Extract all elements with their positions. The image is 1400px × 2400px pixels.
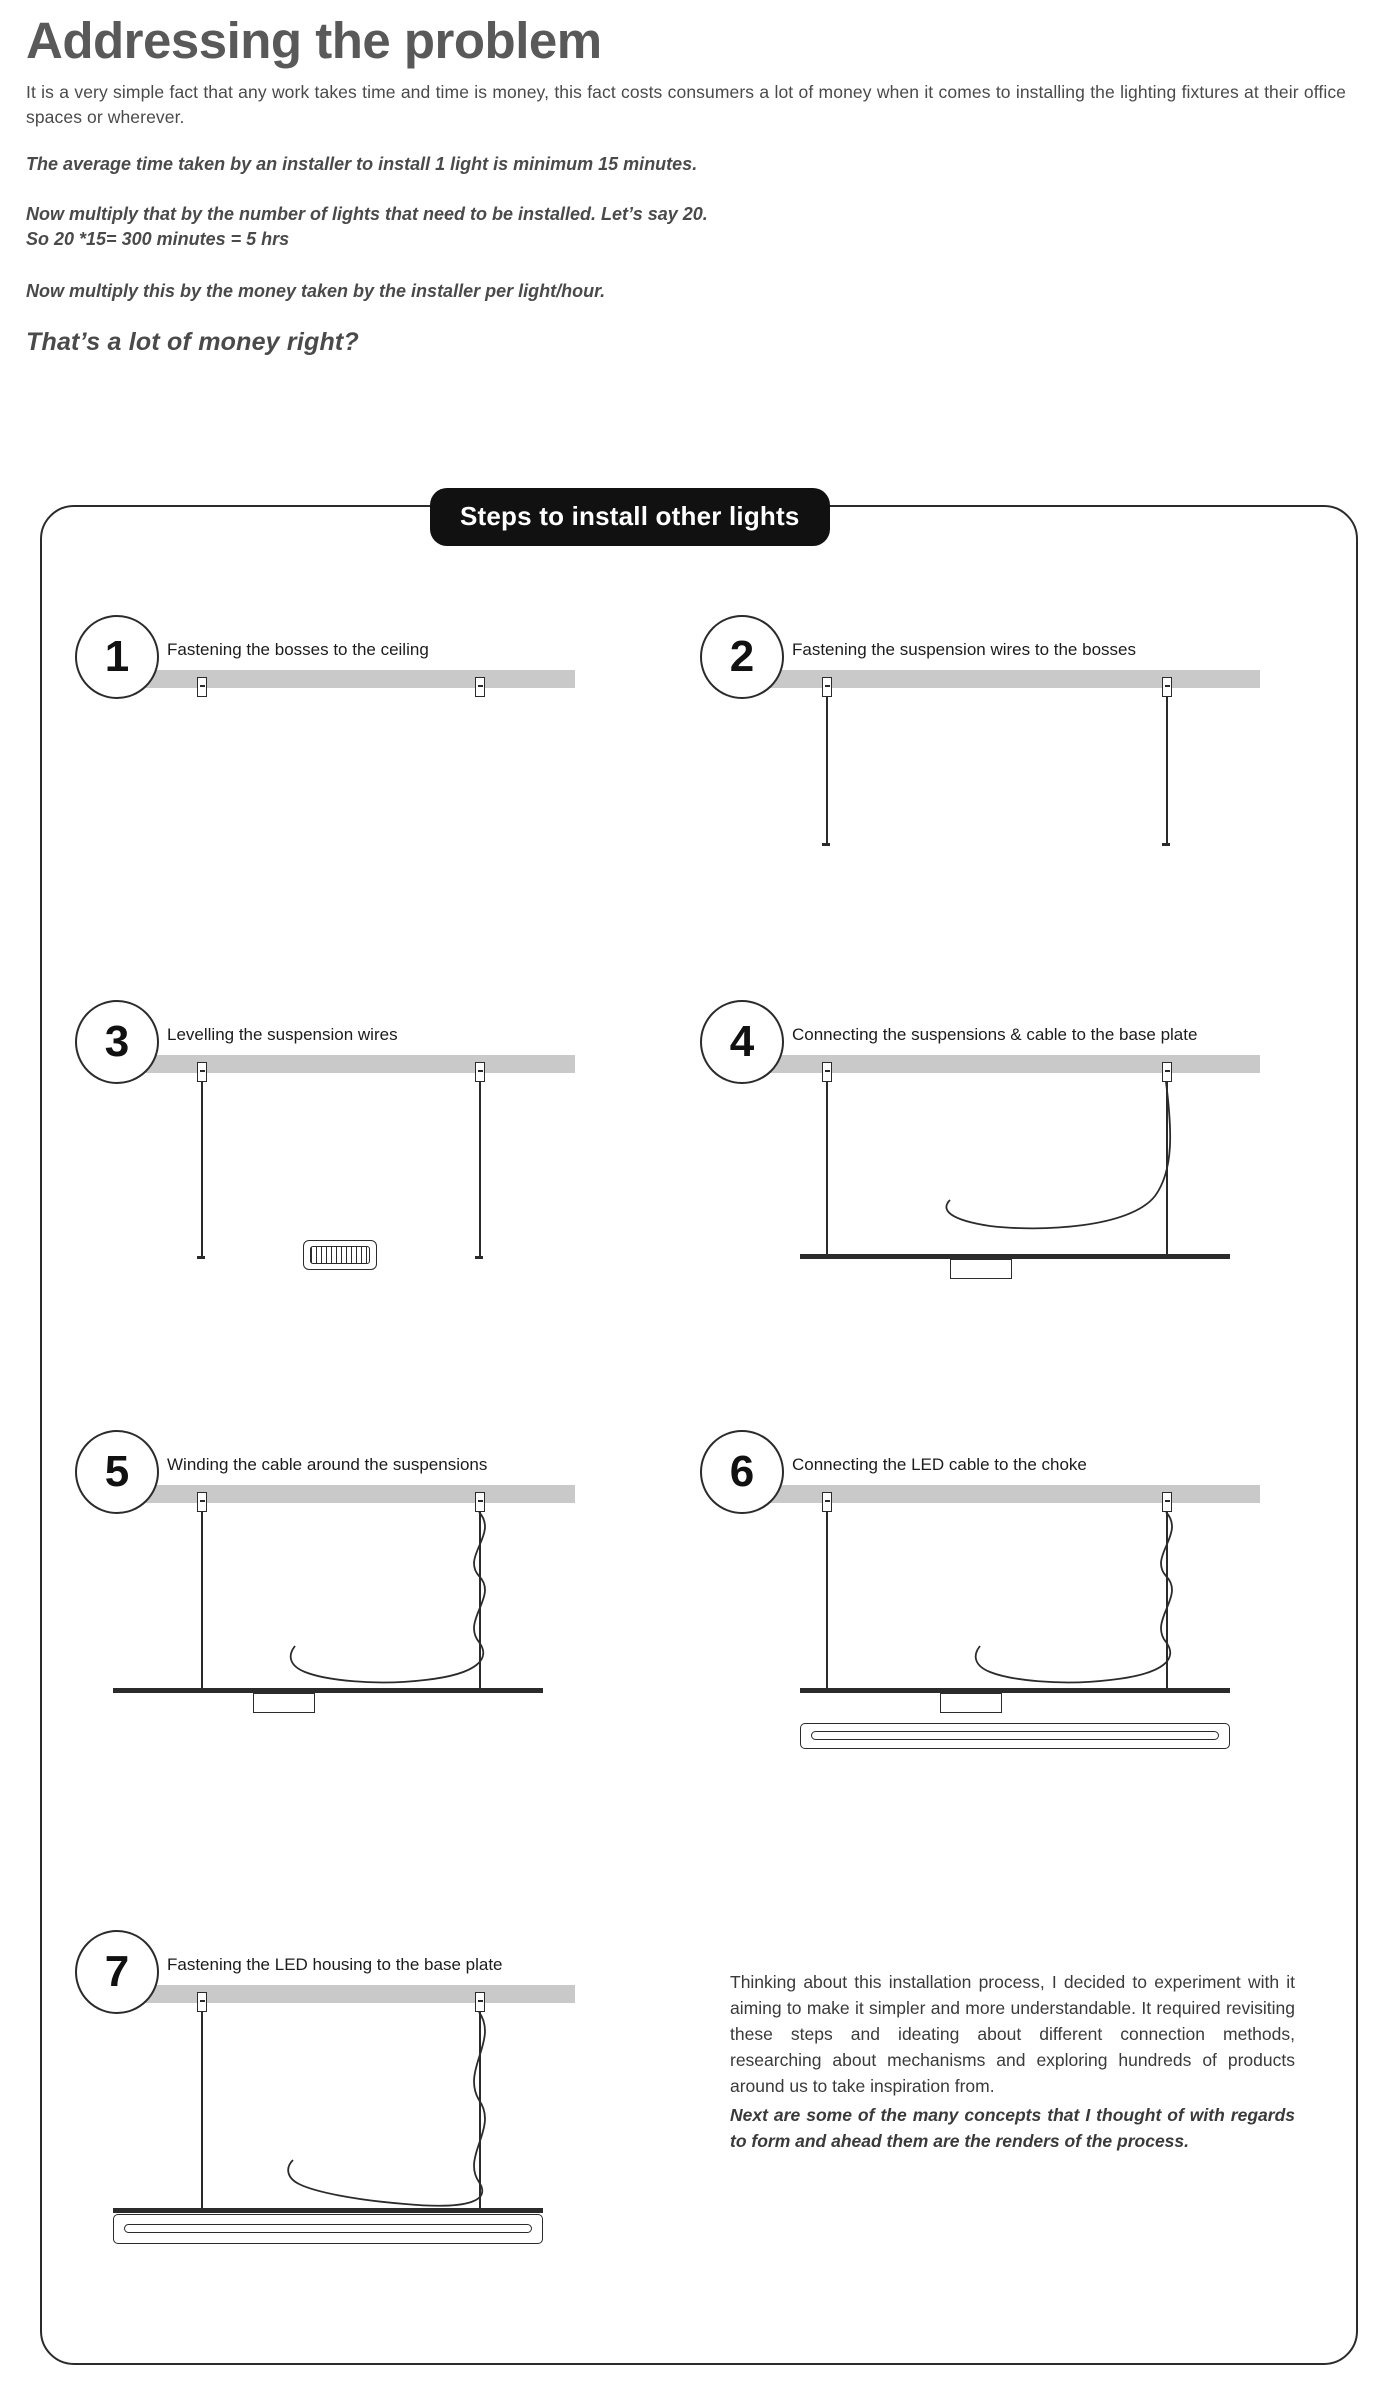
step-3-number: 3 [75,1000,159,1084]
boss-icon [1162,1492,1172,1512]
step-3 [75,1000,675,1280]
boss-icon [1162,1062,1172,1082]
cable-path [700,1000,1320,1280]
closing-text-block [730,1970,1295,2155]
step-2-number: 2 [700,615,784,699]
boss-icon [475,1062,485,1082]
step-6-label: Connecting the LED cable to the choke [792,1455,1087,1474]
suspension-wire [826,695,828,845]
choke-fins [310,1246,370,1264]
header-block [26,14,1366,357]
wire-end-cap [197,1256,205,1259]
boss-icon [475,1492,485,1512]
multiply-line-2: So 20 *15= 300 minutes = 5 hrs [26,229,290,250]
step-2 [700,615,1320,865]
suspension-wire [1166,695,1168,845]
step-3-label: Levelling the suspension wires [167,1025,398,1044]
wire-end-cap [475,1256,483,1259]
ceiling-bar [760,670,1260,688]
boss-icon [822,677,832,697]
step-1 [75,615,675,865]
multiply-statement [26,202,1366,253]
multiply-line-1: Now multiply that by the number of lights that need to be installed. Let’s say 20. [26,203,708,224]
page-title: Addressing the problem [26,12,602,69]
boss-icon [475,677,485,697]
suspension-wire [201,1080,203,1258]
step-1-label: Fastening the bosses to the ceiling [167,640,429,659]
money-statement: Now multiply this by the money taken by the installer per light/hour. [26,280,606,301]
step-4-number: 4 [700,1000,784,1084]
intro-paragraph: It is a very simple fact that any work takes time and time is money, this fact costs consumers a lot of money when it comes to installing the lighting fixtures at their office spaces or wherever. [26,81,1346,127]
step-5-label: Winding the cable around the suspensions [167,1455,488,1474]
step-2-label: Fastening the suspension wires to the bosses [792,640,1136,659]
step-7-number: 7 [75,1930,159,2014]
step-7-label: Fastening the LED housing to the base plate [167,1955,503,1974]
closing-paragraph: Thinking about this installation process, I decided to experiment with it aiming to make it simpler and more understandable. It required revisiting these steps and ideating about different connection methods, researching about mechanisms and exploring hundreds of products around us to take inspiration from. [730,1972,1295,2096]
choke-icon [303,1240,377,1270]
step-6 [700,1430,1320,1750]
step-4 [700,1000,1320,1280]
boss-icon [1162,677,1172,697]
boss-icon [197,1062,207,1082]
closing-emphasis: Next are some of the many concepts that I thought of with regards to form and ahead them are the renders of the process. [730,2105,1295,2152]
punchline: That’s a lot of money right? [26,328,359,357]
wire-end-cap [1162,843,1170,846]
step-6-number: 6 [700,1430,784,1514]
step-7 [75,1930,695,2310]
step-5 [75,1430,675,1730]
boss-icon [197,1992,207,2012]
boss-icon [822,1492,832,1512]
cable-path [75,1430,675,1730]
step-5-number: 5 [75,1430,159,1514]
boss-icon [197,677,207,697]
step-4-label: Connecting the suspensions & cable to the base plate [792,1025,1198,1044]
average-time-statement: The average time taken by an installer to install 1 light is minimum 15 minutes. [26,154,698,175]
cable-path [700,1430,1320,1750]
boss-icon [822,1062,832,1082]
wire-end-cap [822,843,830,846]
step-1-number: 1 [75,615,159,699]
suspension-wire [479,1080,481,1258]
boss-icon [475,1992,485,2012]
boss-icon [197,1492,207,1512]
cable-path [75,1930,695,2310]
steps-card-badge: Steps to install other lights [430,488,830,546]
